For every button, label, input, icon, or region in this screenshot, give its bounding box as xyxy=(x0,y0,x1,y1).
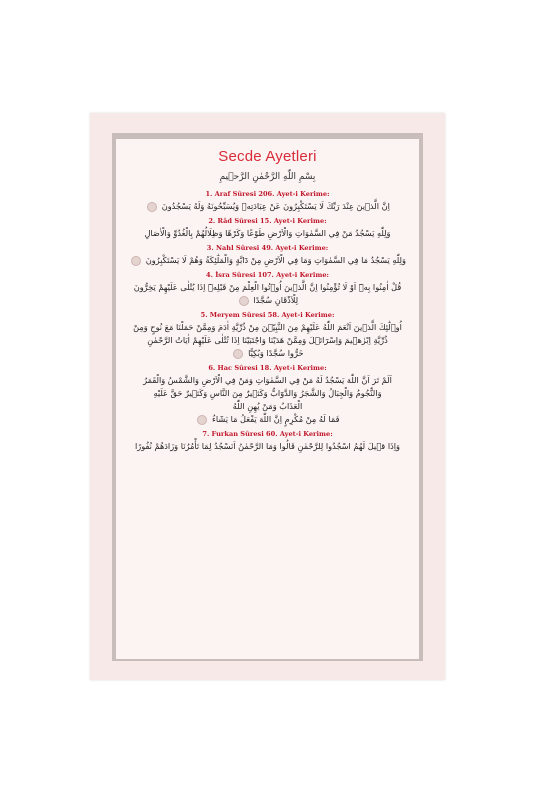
verse-arabic-text xyxy=(124,440,411,453)
verse-arabic-text xyxy=(124,321,411,360)
verse-line: وَلِلّٰهِ يَسْجُدُ مَا فِي السَّمٰوَاتِ وَمَا فِي الْاَرْضِ مِنْ دَٓابَّةٍ وَالْمَلٰٓئِكَةُ وَهُمْ لَا يَسْتَكْبِرُونَ xyxy=(145,255,406,265)
verse-line: ذُرِّيَّةِ اِبْرٰه۪يمَ وَاِسْرَٓائ۪لَ وَمِمَّنْ هَدَيْنَا وَاجْتَبَيْنَا اِذَا تُتْلٰى عَلَيْهِمْ اٰيَاتُ الرَّحْمٰنِ xyxy=(147,335,388,345)
verse-heading: 7. Furkan Sûresi 60. Ayet-i Kerime: xyxy=(202,430,333,438)
verse-arabic-text xyxy=(124,374,411,426)
sajdah-marker-icon xyxy=(233,349,243,359)
verse-block xyxy=(124,430,411,453)
verse-heading: 1. Araf Sûresi 206. Ayet-i Kerime: xyxy=(205,190,330,198)
verse-line: قُلْ اٰمِنُوا بِه۪ٓ اَوْ لَا تُؤْمِنُوا اِنَّ الَّذ۪ينَ اُو۫تُوا الْعِلْمَ مِنْ قَبْلِه۪ٓ اِذَا يُتْلٰى عَلَيْهِمْ يَخِرُّونَ xyxy=(133,282,402,292)
verse-line: لِلْاَذْقَانِ سُجَّدًا xyxy=(253,295,299,305)
verse-line: اَلَمْ تَرَ اَنَّ اللّٰهَ يَسْجُدُ لَهُ مَنْ فِي السَّمٰوَاتِ وَمَنْ فِي الْاَرْضِ وَالشَّمْسُ وَالْقَمَرُ xyxy=(143,375,392,385)
verse-line: فَمَا لَهُ مِنْ مُكْرِمٍ اِنَّ اللّٰهَ يَفْعَلُ مَا يَشَٓاءُ xyxy=(212,414,340,424)
sajdah-marker-icon xyxy=(239,296,249,306)
basmala-text: بِسْمِ اللّٰهِ الرَّحْمٰنِ الرَّح۪يمِ xyxy=(219,172,316,182)
verse-line: خَرُّوا سُجَّدًا وَبُكِيًّا xyxy=(248,348,304,358)
verse-arabic-text xyxy=(124,200,411,213)
verse-block xyxy=(124,364,411,426)
page-content xyxy=(116,139,419,659)
verse-block xyxy=(124,190,411,213)
verse-heading: 3. Nahl Sûresi 49. Ayet-i Kerime: xyxy=(206,244,329,252)
mushaf-page xyxy=(90,113,445,680)
verse-block xyxy=(124,217,411,240)
verse-heading: 4. İsra Sûresi 107. Ayet-i Kerime: xyxy=(206,271,329,279)
verse-block xyxy=(124,311,411,360)
verse-line: وَلِلّٰهِ يَسْجُدُ مَنْ فِي السَّمٰوَاتِ وَالْاَرْضِ طَوْعًا وَكَرْهًا وَظِلَالُهُمْ بِالْغُدُوِّ وَالْاٰصَالِ xyxy=(144,228,391,238)
sajdah-marker-icon xyxy=(197,415,207,425)
verse-heading: 2. Râd Sûresi 15. Ayet-i Kerime: xyxy=(208,217,327,225)
verse-arabic-text xyxy=(124,227,411,240)
verse-arabic-text xyxy=(124,281,411,307)
verse-heading: 6. Hac Sûresi 18. Ayet-i Kerime: xyxy=(208,364,327,372)
verse-arabic-text xyxy=(124,254,411,267)
verse-line: وَالنُّجُومُ وَالْجِبَالُ وَالشَّجَرُ وَالدَّوَٓابُّ وَكَث۪يرٌ مِنَ النَّاسِ وَكَث۪يرٌ حَقَّ عَلَيْهِ xyxy=(153,388,382,398)
basmala-calligraphy xyxy=(124,168,411,184)
verse-line: اُو۬لٰٓئِكَ الَّذ۪ينَ اَنْعَمَ اللّٰهُ عَلَيْهِمْ مِنَ النَّبِيّ۪نَ مِنْ ذُرِّيَّةِ اٰدَمَ وَمِمَّنْ حَمَلْنَا مَعَ نُوحٍ وَمِنْ xyxy=(133,322,402,332)
verse-line: اِنَّ الَّذ۪ينَ عِنْدَ رَبِّكَ لَا يَسْتَكْبِرُونَ عَنْ عِبَادَتِه۪ وَيُسَبِّحُونَهُ وَلَهُ يَسْجُدُونَ xyxy=(161,201,390,211)
sajdah-marker-icon xyxy=(147,202,157,212)
page-title: Secde Ayetleri xyxy=(218,148,317,165)
verse-block xyxy=(124,271,411,307)
verse-block xyxy=(124,244,411,267)
verse-line: الْعَذَابُ وَمَنْ يُهِنِ اللّٰهُ xyxy=(232,401,303,411)
sajdah-marker-icon xyxy=(131,256,141,266)
verse-line: وَاِذَا ق۪يلَ لَهُمُ اسْجُدُوا لِلرَّحْمٰنِ قَالُوا وَمَا الرَّحْمٰنُ اَنَسْجُدُ لِمَا تَأْمُرُنَا وَزَادَهُمْ نُفُورًا xyxy=(135,441,400,451)
verse-heading: 5. Meryem Sûresi 58. Ayet-i Kerime: xyxy=(200,311,335,319)
